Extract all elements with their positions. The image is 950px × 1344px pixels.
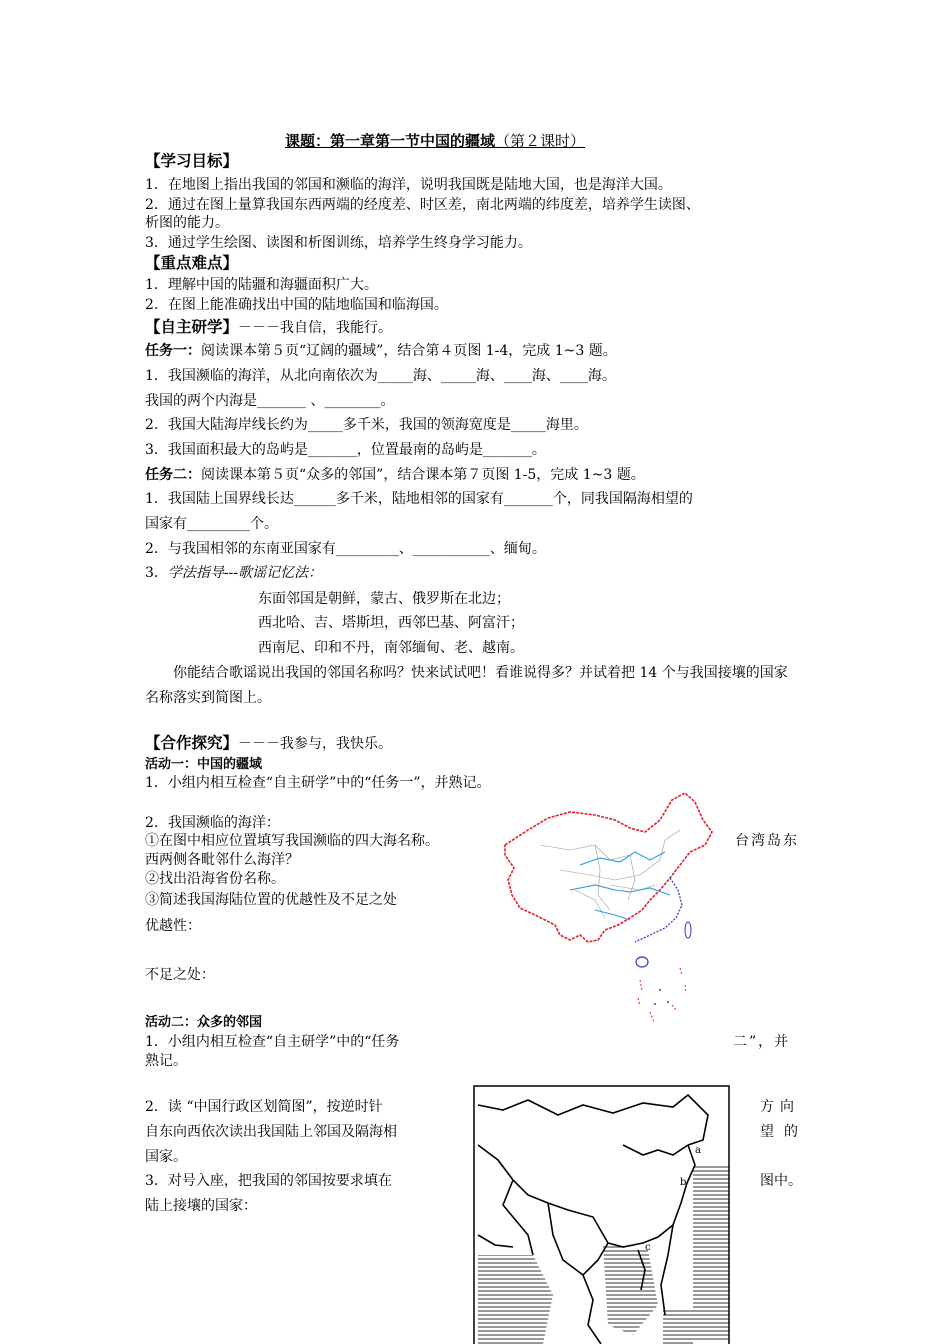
key-item: 1．理解中国的陆疆和海疆面积广大。 bbox=[145, 277, 378, 293]
coop-heading-row: 【合作探究】－－－我参与，我快乐。 bbox=[145, 734, 393, 752]
self-study-heading-row: 【自主研学】－－－我自信，我能行。 bbox=[145, 318, 393, 336]
key-heading: 【重点难点】 bbox=[145, 254, 239, 272]
activity2-line: 1．小组内相互检查“自主研学”中的“任务 bbox=[145, 1034, 400, 1050]
rivers bbox=[570, 852, 670, 920]
province-lines bbox=[540, 830, 680, 918]
activity1-line: 不足之处： bbox=[145, 967, 215, 983]
activity2-line: 3．对号入座，把我国的邻国按要求填在 bbox=[145, 1173, 392, 1189]
activity2-line-right: 方向 bbox=[760, 1099, 800, 1115]
practice-question: 名称落实到简图上。 bbox=[145, 690, 271, 706]
verse-line: 东面邻国是朝鲜，蒙古、俄罗斯在北边； bbox=[258, 591, 510, 607]
hainan-island bbox=[636, 957, 648, 967]
goals-heading: 【学习目标】 bbox=[145, 152, 239, 170]
china-map bbox=[500, 790, 725, 1035]
taiwan-island bbox=[685, 922, 691, 938]
task2-question: 2．与我国相邻的东南亚国家有_________、___________、缅甸。 bbox=[145, 541, 546, 557]
activity1-title: 活动一：中国的疆域 bbox=[145, 757, 263, 772]
map-label-c: c bbox=[645, 1242, 651, 1253]
goal-item: 3．通过学生绘图、读图和析图训练，培养学生终身学习能力。 bbox=[145, 235, 532, 251]
activity1-line: ①在图中相应位置填写我国濒临的四大海名称。 bbox=[145, 833, 439, 849]
page-title: 课题：第一章第一节中国的疆域（第２课时） bbox=[285, 132, 586, 150]
task1-question: 3．我国面积最大的岛屿是_______，位置最南的岛屿是_______。 bbox=[145, 442, 546, 458]
activity2-line: 自东向西依次读出我国陆上邻国及隔海相 bbox=[145, 1124, 397, 1140]
activity2-title: 活动二：众多的邻国 bbox=[145, 1015, 263, 1030]
map-label-a: a bbox=[695, 1145, 701, 1156]
sea-area-bottom bbox=[663, 1310, 693, 1344]
key-item: 2．在图上能准确找出中国的陆地临国和临海国。 bbox=[145, 297, 448, 313]
activity1-right-text: 台湾岛东 bbox=[735, 833, 799, 849]
activity2-line-right: 二”，并 bbox=[733, 1034, 791, 1050]
activity2-line-right: 图中。 bbox=[760, 1173, 802, 1189]
sea-area-east bbox=[693, 1165, 729, 1340]
china-border-outline bbox=[505, 793, 712, 942]
verse-line: 西北哈、吉、塔斯坦，西邻巴基、阿富汗； bbox=[258, 615, 524, 631]
verse-line: 西南尼、印和不丹，南邻缅甸、老、越南。 bbox=[258, 640, 524, 656]
activity1-line: 2．我国濒临的海洋： bbox=[145, 815, 280, 831]
activity2-line: 陆上接壤的国家： bbox=[145, 1198, 257, 1214]
activity1-line: 西两侧各毗邻什么海洋？ bbox=[145, 852, 299, 868]
south-sea-islands bbox=[638, 968, 686, 1022]
task1-intro: 任务一：阅读课本第５页“辽阔的疆域”，结合第４页图 1-4，完成 1~3 题。 bbox=[145, 343, 617, 359]
goal-item: 析图的能力。 bbox=[145, 215, 229, 231]
practice-question: 你能结合歌谣说出我国的邻国名称吗？快来试试吧！看谁说得多？并试着把 14 个与我国接壤的国家 bbox=[173, 665, 788, 681]
activity2-line-right: 望的 bbox=[760, 1124, 808, 1140]
study-guide: 3．学法指导---歌谣记忆法： bbox=[145, 565, 323, 581]
task2-question: 国家有_________个。 bbox=[145, 516, 278, 532]
activity1-line: ③简述我国海陆位置的优越性及不足之处 bbox=[145, 892, 397, 908]
activity1-line: ②找出沿海省份名称。 bbox=[145, 871, 285, 887]
goal-item: 2．通过在图上量算我国东西两端的经度差、时区差，南北两端的纬度差，培养学生读图、 bbox=[145, 197, 700, 213]
asia-region-map bbox=[473, 1085, 731, 1344]
task2-question: 1．我国陆上国界线长达______多千米，陆地相邻的国家有_______个，同我国隔海相望的 bbox=[145, 491, 693, 507]
task2-intro: 任务二：阅读课本第５页“众多的邻国”，结合课本第７页图 1-5，完成 1~3 题。 bbox=[145, 467, 645, 483]
activity2-line: 熟记。 bbox=[145, 1053, 187, 1069]
activity2-line: 国家。 bbox=[145, 1149, 187, 1165]
activity1-line: 优越性： bbox=[145, 918, 201, 934]
task1-question: 我国的两个内海是_______ 、________。 bbox=[145, 393, 395, 409]
activity1-line: 1．小组内相互检查“自主研学”中的“任务一”，并熟记。 bbox=[145, 775, 491, 791]
goal-item: 1．在地图上指出我国的邻国和濒临的海洋，说明我国既是陆地大国，也是海洋大国。 bbox=[145, 177, 672, 193]
task1-question: 2．我国大陆海岸线长约为_____多千米，我国的领海宽度是_____海里。 bbox=[145, 417, 588, 433]
activity2-line: 2．读 “中国行政区划简图”，按逆时针 bbox=[145, 1099, 383, 1115]
map-label-b: b bbox=[680, 1177, 687, 1188]
task1-question: 1．我国濒临的海洋，从北向南依次为_____海、_____海、____海、____海。 bbox=[145, 368, 616, 384]
